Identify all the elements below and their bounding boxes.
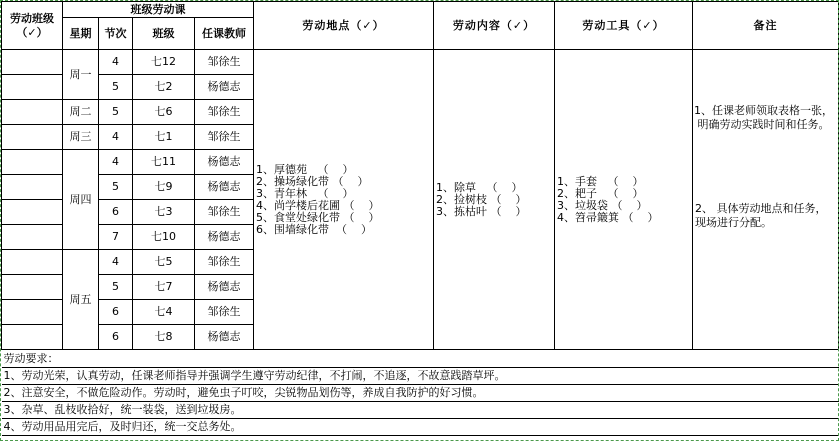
teacher-cell[interactable]: 杨德志 <box>195 225 254 250</box>
location-option: 6、围墙绿化带 （ ） <box>256 222 372 236</box>
period-cell[interactable]: 5 <box>99 75 133 100</box>
period-cell[interactable]: 4 <box>99 50 133 75</box>
class-check-cell[interactable] <box>2 325 63 350</box>
class-cell[interactable]: 七7 <box>133 275 195 300</box>
requirement-item[interactable]: 3、杂草、乱枝收拾好，统一装袋，送到垃圾房。 <box>2 402 839 419</box>
teacher-cell[interactable]: 邹徐生 <box>195 50 254 75</box>
class-check-cell[interactable] <box>2 275 63 300</box>
period-cell[interactable]: 7 <box>99 225 133 250</box>
requirement-item[interactable]: 1、劳动光荣，认真劳动，任课老师指导并强调学生遵守劳动纪律，不打闹，不追逐，不故意践踏草坪。 <box>2 368 839 385</box>
content-options-cell[interactable] <box>434 50 555 350</box>
period-cell[interactable]: 6 <box>99 325 133 350</box>
location-option: 3、青年林 （ ） <box>256 186 354 200</box>
content-option: 2、捡树枝 （ ） <box>436 192 527 206</box>
period-cell[interactable]: 5 <box>99 275 133 300</box>
class-check-cell[interactable] <box>2 200 63 225</box>
teacher-cell[interactable]: 杨德志 <box>195 275 254 300</box>
class-cell[interactable]: 七11 <box>133 150 195 175</box>
teacher-cell[interactable]: 邹徐生 <box>195 250 254 275</box>
class-cell[interactable]: 七10 <box>133 225 195 250</box>
period-cell[interactable]: 6 <box>99 200 133 225</box>
week-day-cell[interactable]: 周二 <box>63 100 99 125</box>
teacher-cell[interactable]: 杨德志 <box>195 150 254 175</box>
labor-schedule-table <box>1 1 839 436</box>
location-option: 2、操场绿化带 （ ） <box>256 174 369 188</box>
period-cell[interactable]: 5 <box>99 100 133 125</box>
class-cell[interactable]: 七12 <box>133 50 195 75</box>
class-check-cell[interactable] <box>2 75 63 100</box>
note-item: 2、 具体劳动地点和任务，现场进行分配。 <box>695 202 827 229</box>
header-labor-class-check[interactable]: 劳动班级 （✓） <box>2 2 63 50</box>
header-content[interactable]: 劳动内容（✓） <box>434 2 555 50</box>
week-day-cell[interactable]: 周一 <box>63 50 99 100</box>
requirement-row <box>2 385 839 402</box>
location-option: 5、食堂处绿化带 （ ） <box>256 210 380 224</box>
header-period[interactable]: 节次 <box>99 18 133 50</box>
week-day-cell[interactable]: 周四 <box>63 150 99 250</box>
teacher-cell[interactable]: 邹徐生 <box>195 300 254 325</box>
class-check-cell[interactable] <box>2 125 63 150</box>
header-notes[interactable]: 备注 <box>693 2 839 50</box>
teacher-cell[interactable]: 邹徐生 <box>195 200 254 225</box>
header-tools[interactable]: 劳动工具（✓） <box>555 2 693 50</box>
teacher-cell[interactable]: 杨德志 <box>195 325 254 350</box>
class-cell[interactable]: 七5 <box>133 250 195 275</box>
requirement-item[interactable]: 2、注意安全，不做危险动作。劳动时，避免虫子叮咬，尖锐物品划伤等，养成自我防护的好习惯。 <box>2 385 839 402</box>
teacher-cell[interactable]: 邹徐生 <box>195 125 254 150</box>
content-option: 1、除草 （ ） <box>436 180 523 194</box>
class-cell[interactable]: 七3 <box>133 200 195 225</box>
week-day-cell[interactable]: 周五 <box>63 250 99 350</box>
header-class[interactable]: 班级 <box>133 18 195 50</box>
class-check-cell[interactable] <box>2 50 63 75</box>
tool-option: 3、垃圾袋 （ ） <box>557 198 648 212</box>
class-cell[interactable]: 七6 <box>133 100 195 125</box>
location-options-cell[interactable] <box>254 50 434 350</box>
class-cell[interactable]: 七1 <box>133 125 195 150</box>
tools-options-cell[interactable] <box>555 50 693 350</box>
tool-option: 2、耙子 （ ） <box>557 186 644 200</box>
requirement-row <box>2 402 839 419</box>
period-cell[interactable]: 4 <box>99 125 133 150</box>
requirement-row <box>2 368 839 385</box>
class-check-cell[interactable] <box>2 250 63 275</box>
content-option: 3、拣枯叶 （ ） <box>436 204 527 218</box>
requirement-item[interactable]: 4、劳动用品用完后，及时归还，统一交总务处。 <box>2 419 839 436</box>
location-option: 4、尚学楼后花圃 （ ） <box>256 198 380 212</box>
class-cell[interactable]: 七9 <box>133 175 195 200</box>
period-cell[interactable]: 4 <box>99 250 133 275</box>
header-teacher[interactable]: 任课教师 <box>195 18 254 50</box>
period-cell[interactable]: 5 <box>99 175 133 200</box>
class-check-cell[interactable] <box>2 225 63 250</box>
class-check-cell[interactable] <box>2 175 63 200</box>
period-cell[interactable]: 4 <box>99 150 133 175</box>
requirements-title[interactable]: 劳动要求： <box>2 350 839 368</box>
class-check-cell[interactable] <box>2 100 63 125</box>
class-check-cell[interactable] <box>2 150 63 175</box>
tool-option: 1、手套 （ ） <box>557 174 644 188</box>
requirements-title-row <box>2 350 839 368</box>
week-day-cell[interactable]: 周三 <box>63 125 99 150</box>
teacher-cell[interactable]: 邹徐生 <box>195 100 254 125</box>
header-labor-class[interactable]: 班级劳动课 <box>63 2 254 18</box>
location-option: 1、厚德苑 （ ） <box>256 162 354 176</box>
notes-cell[interactable] <box>693 50 839 350</box>
class-cell[interactable]: 七8 <box>133 325 195 350</box>
class-cell[interactable]: 七4 <box>133 300 195 325</box>
teacher-cell[interactable]: 杨德志 <box>195 75 254 100</box>
class-check-cell[interactable] <box>2 300 63 325</box>
header-location[interactable]: 劳动地点（✓） <box>254 2 434 50</box>
class-cell[interactable]: 七2 <box>133 75 195 100</box>
schedule-row <box>2 50 839 75</box>
header-week[interactable]: 星期 <box>63 18 99 50</box>
teacher-cell[interactable]: 杨德志 <box>195 175 254 200</box>
tool-option: 4、笤帚簸箕 （ ） <box>557 210 659 224</box>
note-item: 1、任课老师领取表格一张，明确劳动实践时间和任务。 <box>694 104 833 131</box>
period-cell[interactable]: 6 <box>99 300 133 325</box>
requirement-row <box>2 419 839 436</box>
